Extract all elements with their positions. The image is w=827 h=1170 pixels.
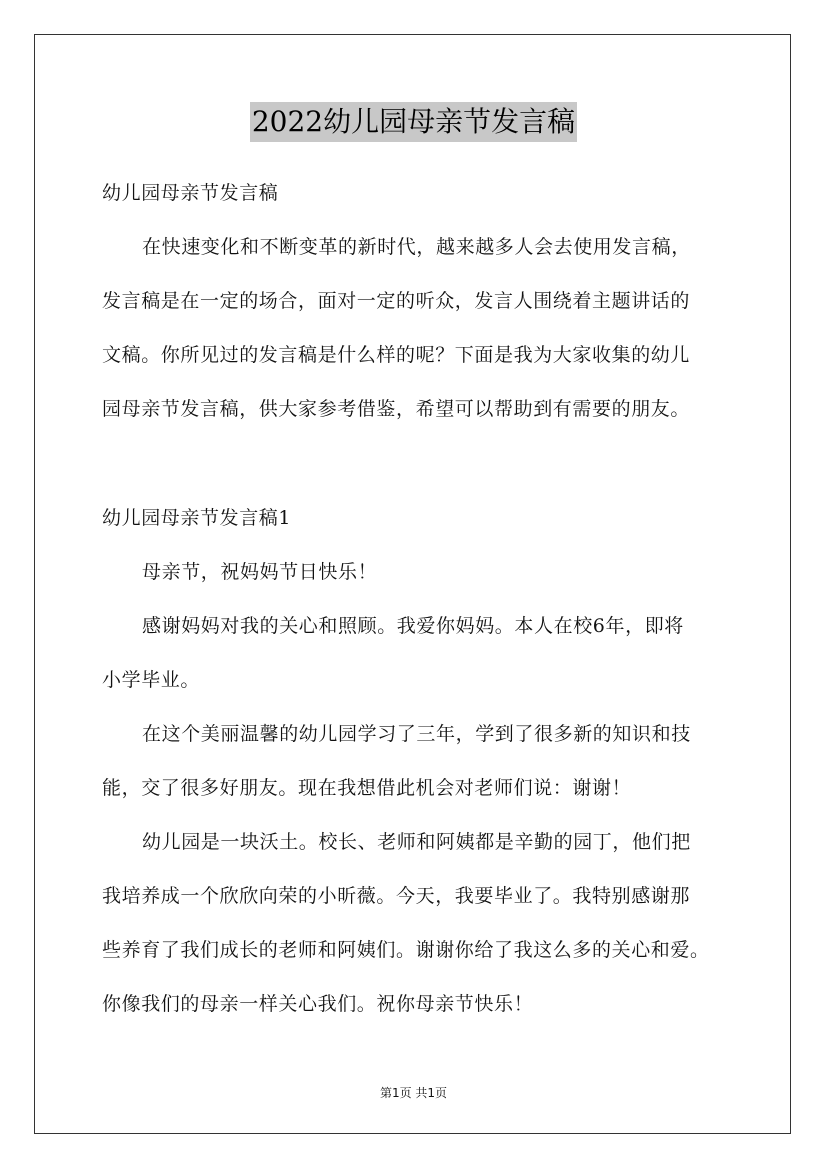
intro-line-2: 发言稿是在一定的场合，面对一定的听众，发言人围绕着主题讲话的 [102,290,691,312]
intro-line-4: 园母亲节发言稿，供大家参考借鉴，希望可以帮助到有需要的朋友。 [102,398,691,420]
title-wrapper [0,102,827,142]
body-line-1: 母亲节，祝妈妈节日快乐！ [142,561,378,583]
page-footer: 第1页 共1页 [379,1086,448,1100]
body-line-8: 些养育了我们成长的老师和阿姨们。谢谢你给了我这么多的关心和爱。 [102,939,710,961]
body-line-6: 幼儿园是一块沃土。校长、老师和阿姨都是辛勤的园丁，他们把 [142,831,691,853]
body-line-2: 感谢妈妈对我的关心和照顾。我爱你妈妈。本人在校6年，即将 [142,615,684,637]
body-line-4: 在这个美丽温馨的幼儿园学习了三年，学到了很多新的知识和技 [142,723,691,745]
body-line-3: 小学毕业。 [102,669,201,691]
body-line-9: 你像我们的母亲一样关心我们。祝你母亲节快乐！ [102,993,534,1015]
document-title: 2022幼儿园母亲节发言稿 [250,102,577,142]
body-line-5: 能，交了很多好朋友。现在我想借此机会对老师们说：谢谢！ [102,777,632,799]
intro-line-3: 文稿。你所见过的发言稿是什么样的呢？下面是我为大家收集的幼儿 [102,344,691,366]
body-line-7: 我培养成一个欣欣向荣的小昕薇。今天，我要毕业了。我特别感谢那 [102,885,691,907]
intro-line-1: 在快速变化和不断变革的新时代，越来越多人会去使用发言稿， [142,236,691,258]
section-heading: 幼儿园母亲节发言稿1 [102,507,292,529]
document-subtitle: 幼儿园母亲节发言稿 [102,182,279,204]
